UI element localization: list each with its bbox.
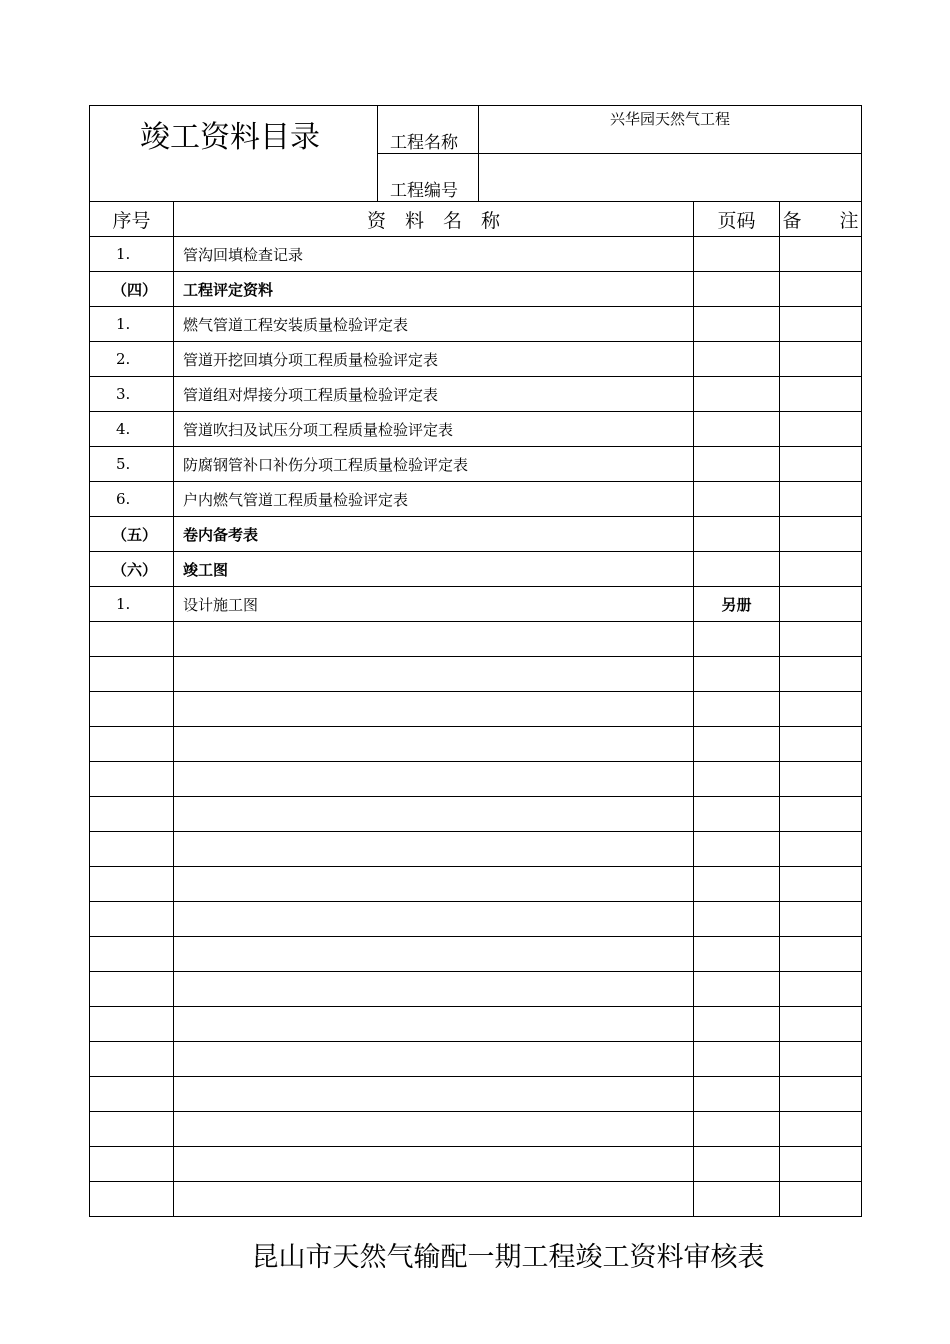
row-page — [694, 517, 780, 552]
row-number: （六） — [90, 552, 174, 587]
row-name — [174, 727, 694, 762]
row-number — [90, 657, 174, 692]
row-number: 5. — [90, 447, 174, 482]
empty-row — [90, 937, 862, 972]
table-header-row — [90, 202, 862, 237]
row-name — [174, 972, 694, 1007]
row-name — [174, 1182, 694, 1217]
row-number: （五） — [90, 517, 174, 552]
row-number — [90, 1182, 174, 1217]
row-remark — [780, 797, 862, 832]
project-name-label: 工程名称 — [378, 106, 479, 154]
empty-row — [90, 727, 862, 762]
row-page — [694, 1042, 780, 1077]
section-row — [90, 552, 862, 587]
row-name: 卷内备考表 — [174, 517, 694, 552]
empty-row — [90, 1182, 862, 1217]
row-page — [694, 1077, 780, 1112]
empty-row — [90, 622, 862, 657]
row-number: 1. — [90, 237, 174, 272]
row-number — [90, 972, 174, 1007]
table-row — [90, 342, 862, 377]
column-header-page: 页码 — [694, 202, 780, 237]
row-remark — [780, 377, 862, 412]
row-remark — [780, 972, 862, 1007]
row-number — [90, 867, 174, 902]
empty-row — [90, 972, 862, 1007]
row-name: 防腐钢管补口补伤分项工程质量检验评定表 — [174, 447, 694, 482]
empty-row — [90, 902, 862, 937]
row-remark — [780, 1042, 862, 1077]
row-remark — [780, 412, 862, 447]
empty-row — [90, 1112, 862, 1147]
row-name — [174, 1007, 694, 1042]
row-remark — [780, 902, 862, 937]
empty-row — [90, 1042, 862, 1077]
row-page — [694, 1147, 780, 1182]
row-name — [174, 692, 694, 727]
row-page — [694, 657, 780, 692]
empty-row — [90, 1007, 862, 1042]
row-name: 管沟回填检查记录 — [174, 237, 694, 272]
row-remark — [780, 867, 862, 902]
table-row — [90, 237, 862, 272]
row-page — [694, 342, 780, 377]
row-page — [694, 762, 780, 797]
row-name: 设计施工图 — [174, 587, 694, 622]
footer-title-text: 昆山市天然气输配一期工程竣工资料审核表 — [251, 1242, 765, 1273]
row-number — [90, 1077, 174, 1112]
row-number: 3. — [90, 377, 174, 412]
section-row — [90, 517, 862, 552]
row-page — [694, 972, 780, 1007]
table-row — [90, 307, 862, 342]
row-page — [694, 447, 780, 482]
row-page — [694, 832, 780, 867]
empty-row — [90, 762, 862, 797]
row-page — [694, 902, 780, 937]
empty-row — [90, 867, 862, 902]
row-remark — [780, 657, 862, 692]
row-number: 2. — [90, 342, 174, 377]
row-page — [694, 412, 780, 447]
catalog-table — [89, 201, 862, 1217]
table-row — [90, 377, 862, 412]
row-name: 管道开挖回填分项工程质量检验评定表 — [174, 342, 694, 377]
row-number — [90, 832, 174, 867]
row-remark — [780, 1007, 862, 1042]
footer-title — [0, 1235, 950, 1274]
row-name — [174, 1112, 694, 1147]
row-remark — [780, 587, 862, 622]
row-name: 户内燃气管道工程质量检验评定表 — [174, 482, 694, 517]
project-code-value — [479, 154, 862, 202]
row-number — [90, 797, 174, 832]
row-page — [694, 867, 780, 902]
row-number: 6. — [90, 482, 174, 517]
row-number: （四） — [90, 272, 174, 307]
row-name — [174, 1042, 694, 1077]
row-page — [694, 552, 780, 587]
row-remark — [780, 1077, 862, 1112]
row-remark — [780, 307, 862, 342]
section-row — [90, 272, 862, 307]
row-page — [694, 482, 780, 517]
table-row — [90, 447, 862, 482]
row-page — [694, 237, 780, 272]
document-title: 竣工资料目录 — [90, 106, 378, 202]
row-page — [694, 1112, 780, 1147]
row-name: 管道吹扫及试压分项工程质量检验评定表 — [174, 412, 694, 447]
empty-row — [90, 1147, 862, 1182]
empty-row — [90, 1077, 862, 1112]
row-name — [174, 657, 694, 692]
row-remark — [780, 692, 862, 727]
row-remark — [780, 727, 862, 762]
row-number — [90, 622, 174, 657]
row-page — [694, 727, 780, 762]
row-page — [694, 272, 780, 307]
empty-row — [90, 692, 862, 727]
row-name — [174, 1147, 694, 1182]
row-remark — [780, 1182, 862, 1217]
row-number — [90, 1007, 174, 1042]
column-header-name: 资 料 名 称 — [174, 202, 694, 237]
row-name: 竣工图 — [174, 552, 694, 587]
row-page — [694, 622, 780, 657]
row-number: 1. — [90, 587, 174, 622]
row-name — [174, 867, 694, 902]
row-name — [174, 832, 694, 867]
row-remark — [780, 1147, 862, 1182]
row-number — [90, 902, 174, 937]
row-remark — [780, 762, 862, 797]
column-header-no: 序号 — [90, 202, 174, 237]
table-row — [90, 412, 862, 447]
row-number — [90, 1147, 174, 1182]
header-table — [89, 105, 862, 202]
row-remark — [780, 342, 862, 377]
row-page — [694, 377, 780, 412]
row-remark — [780, 1112, 862, 1147]
row-page — [694, 1182, 780, 1217]
row-remark — [780, 622, 862, 657]
row-remark — [780, 517, 862, 552]
row-number — [90, 692, 174, 727]
project-name-value: 兴华园天然气工程 — [479, 106, 862, 154]
row-name — [174, 1077, 694, 1112]
row-page — [694, 1007, 780, 1042]
column-header-remark: 备 注 — [780, 202, 862, 237]
empty-row — [90, 657, 862, 692]
row-page — [694, 937, 780, 972]
row-page — [694, 797, 780, 832]
row-number — [90, 762, 174, 797]
row-number: 1. — [90, 307, 174, 342]
row-remark — [780, 552, 862, 587]
row-remark — [780, 237, 862, 272]
row-remark — [780, 447, 862, 482]
row-number — [90, 727, 174, 762]
table-row — [90, 587, 862, 622]
row-page — [694, 307, 780, 342]
row-name — [174, 762, 694, 797]
row-remark — [780, 272, 862, 307]
row-name: 工程评定资料 — [174, 272, 694, 307]
row-number: 4. — [90, 412, 174, 447]
row-name — [174, 937, 694, 972]
row-remark — [780, 832, 862, 867]
row-name — [174, 797, 694, 832]
empty-row — [90, 797, 862, 832]
row-page: 另册 — [694, 587, 780, 622]
row-name: 燃气管道工程安装质量检验评定表 — [174, 307, 694, 342]
row-name: 管道组对焊接分项工程质量检验评定表 — [174, 377, 694, 412]
row-name — [174, 622, 694, 657]
row-remark — [780, 482, 862, 517]
row-page — [694, 692, 780, 727]
row-number — [90, 1112, 174, 1147]
catalog-sheet — [89, 105, 861, 1217]
table-row — [90, 482, 862, 517]
row-number — [90, 1042, 174, 1077]
row-number — [90, 937, 174, 972]
row-name — [174, 902, 694, 937]
row-remark — [780, 937, 862, 972]
project-code-label: 工程编号 — [378, 154, 479, 202]
empty-row — [90, 832, 862, 867]
